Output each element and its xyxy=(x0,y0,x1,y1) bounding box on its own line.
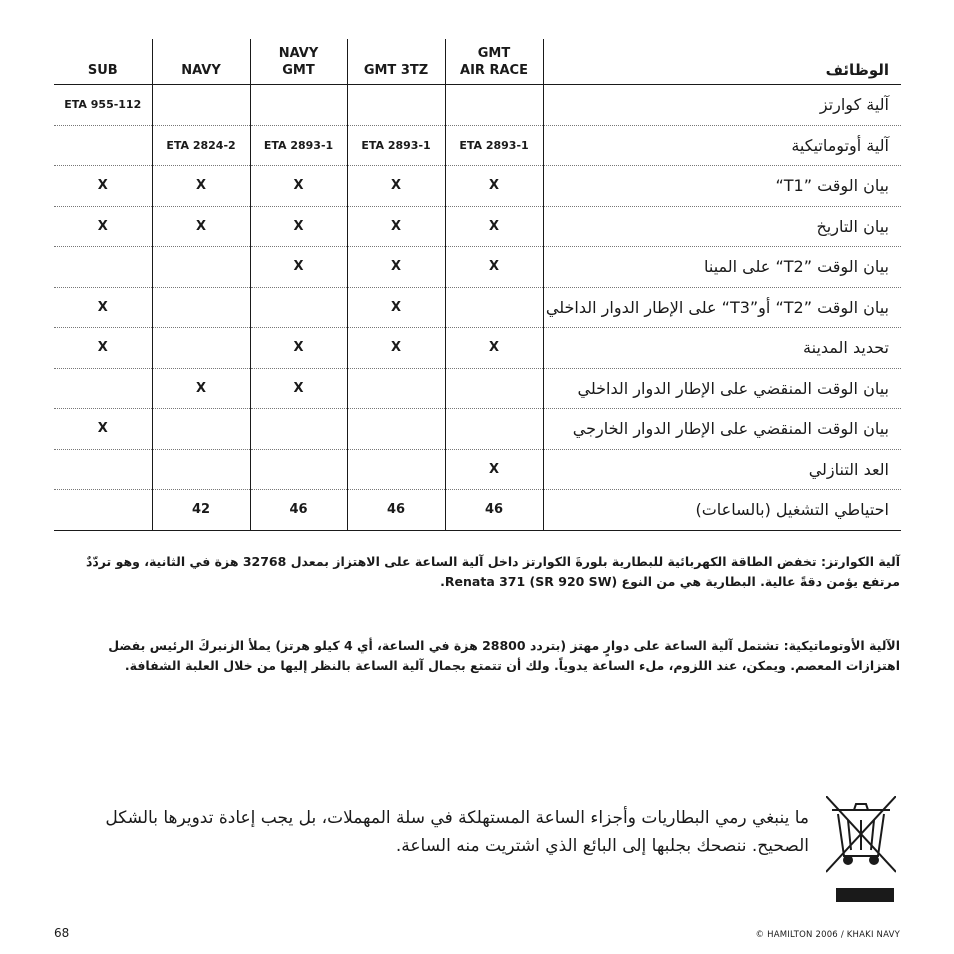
table-cell: X xyxy=(445,328,543,369)
table-cell xyxy=(152,287,250,328)
table-cell: X xyxy=(250,368,347,409)
col-header-navy: NAVY xyxy=(152,39,250,85)
table-cell: X xyxy=(347,247,445,288)
table-cell: ETA 2824-2 xyxy=(152,125,250,166)
specs-table-wrap xyxy=(54,39,901,531)
table-cell: X xyxy=(250,328,347,369)
recycle-notice: ما ينبغي رمي البطاريات وأجزاء الساعة المستهلكة في سلة المهملات، بل يجب إعادة تدويرها بالشكل الصحيح. ننصحك بجلبها إلى البائع الذي اشتريت منه الساعة. xyxy=(105,808,809,856)
table-cell: X xyxy=(54,166,152,207)
table-cell xyxy=(250,449,347,490)
table-cell xyxy=(445,85,543,126)
table-cell: X xyxy=(445,247,543,288)
function-label: آلية أوتوماتيكية xyxy=(543,125,901,166)
table-cell xyxy=(445,368,543,409)
table-row xyxy=(54,206,901,247)
col-header-gmt-air-race: GMT AIR RACE xyxy=(445,39,543,85)
table-cell xyxy=(347,409,445,450)
table-cell xyxy=(54,368,152,409)
table-cell: X xyxy=(54,287,152,328)
table-cell: X xyxy=(347,287,445,328)
table-cell: X xyxy=(250,206,347,247)
table-row xyxy=(54,490,901,531)
copyright: © HAMILTON 2006 / KHAKI NAVY xyxy=(755,930,900,940)
table-row xyxy=(54,368,901,409)
table-cell: X xyxy=(152,166,250,207)
table-cell: X xyxy=(152,368,250,409)
table-cell: X xyxy=(54,409,152,450)
table-row xyxy=(54,287,901,328)
col-header-navy-gmt: NAVY GMT xyxy=(250,39,347,85)
table-cell xyxy=(54,247,152,288)
automatic-text: تشتمل آلية الساعة على دوارٍ مهتز (بتردد 28800 هزة في الساعة، أي 4 كيلو هرتز) يملأ الزنبركَ الرئيس بفضل اهتزازات المعصم. ويمكن، عند اللزوم، ملء الساعة يدوياً. ولك أن تتمتع بجمال آلية الساعة بالنظر إليها من خلال العلبة الشفافة. xyxy=(108,638,900,673)
table-cell: X xyxy=(445,206,543,247)
table-cell: 42 xyxy=(152,490,250,531)
automatic-paragraph xyxy=(50,636,900,676)
table-cell: X xyxy=(54,328,152,369)
table-cell: 46 xyxy=(445,490,543,531)
table-cell: 46 xyxy=(347,490,445,531)
table-cell: X xyxy=(347,166,445,207)
table-row xyxy=(54,449,901,490)
function-label: آلية كوارتز xyxy=(543,85,901,126)
col-header-gmt-3tz: GMT 3TZ xyxy=(347,39,445,85)
table-cell xyxy=(250,85,347,126)
table-cell: ETA 2893-1 xyxy=(250,125,347,166)
quartz-label: آلية الكوارتز: xyxy=(820,554,900,569)
table-row xyxy=(54,247,901,288)
function-label: بيان الوقت ”T1“ xyxy=(543,166,901,207)
table-cell xyxy=(152,409,250,450)
table-row xyxy=(54,166,901,207)
table-cell: ETA 2893-1 xyxy=(445,125,543,166)
table-cell: X xyxy=(347,328,445,369)
table-cell: X xyxy=(152,206,250,247)
function-label: بيان الوقت ”T2“ أو”T3“ على الإطار الدوار الداخلي xyxy=(543,287,901,328)
table-cell: ETA 955-112 xyxy=(54,85,152,126)
quartz-text: تخفض الطاقة الكهربائية للبطارية بلورةَ الكوارتز داخل آلية الساعة على الاهتزاز بمعدل 32768 هزة في الثانية، وهو تردّدٌ مرتفع يؤمن دقةً عالية. البطارية هي من النوع Renata 371 (SR 920 SW). xyxy=(85,554,900,589)
col-header-functions: الوظائف xyxy=(543,39,901,85)
function-label: احتياطي التشغيل (بالساعات) xyxy=(543,490,901,531)
table-cell: X xyxy=(445,449,543,490)
table-cell xyxy=(445,409,543,450)
table-cell xyxy=(152,449,250,490)
table-cell: 46 xyxy=(250,490,347,531)
function-label: بيان التاريخ xyxy=(543,206,901,247)
table-cell xyxy=(445,287,543,328)
table-cell xyxy=(250,287,347,328)
table-cell: X xyxy=(250,166,347,207)
function-label: بيان الوقت ”T2“ على المينا xyxy=(543,247,901,288)
table-cell xyxy=(152,247,250,288)
table-row xyxy=(54,409,901,450)
crossed-out-wheelie-bin-icon xyxy=(826,796,896,906)
page-number: 68 xyxy=(54,926,70,940)
function-label: بيان الوقت المنقضي على الإطار الدوار الداخلي xyxy=(543,368,901,409)
col-header-sub: SUB xyxy=(54,39,152,85)
table-cell: ETA 2893-1 xyxy=(347,125,445,166)
table-header-row xyxy=(54,39,901,85)
quartz-paragraph xyxy=(50,552,900,592)
table-cell xyxy=(347,85,445,126)
specs-table xyxy=(54,39,901,531)
table-cell: X xyxy=(445,166,543,207)
table-cell xyxy=(347,449,445,490)
function-label: العد التنازلي xyxy=(543,449,901,490)
function-label: تحديد المدينة xyxy=(543,328,901,369)
table-row xyxy=(54,328,901,369)
table-cell xyxy=(250,409,347,450)
table-cell xyxy=(54,449,152,490)
table-cell xyxy=(347,368,445,409)
automatic-label: الآلية الأوتوماتيكية: xyxy=(783,638,900,653)
table-row xyxy=(54,125,901,166)
table-cell: X xyxy=(54,206,152,247)
table-cell xyxy=(54,125,152,166)
table-row xyxy=(54,85,901,126)
table-cell: X xyxy=(347,206,445,247)
table-cell xyxy=(152,328,250,369)
table-cell: X xyxy=(250,247,347,288)
table-cell xyxy=(152,85,250,126)
function-label: بيان الوقت المنقضي على الإطار الدوار الخارجي xyxy=(543,409,901,450)
table-cell xyxy=(54,490,152,531)
